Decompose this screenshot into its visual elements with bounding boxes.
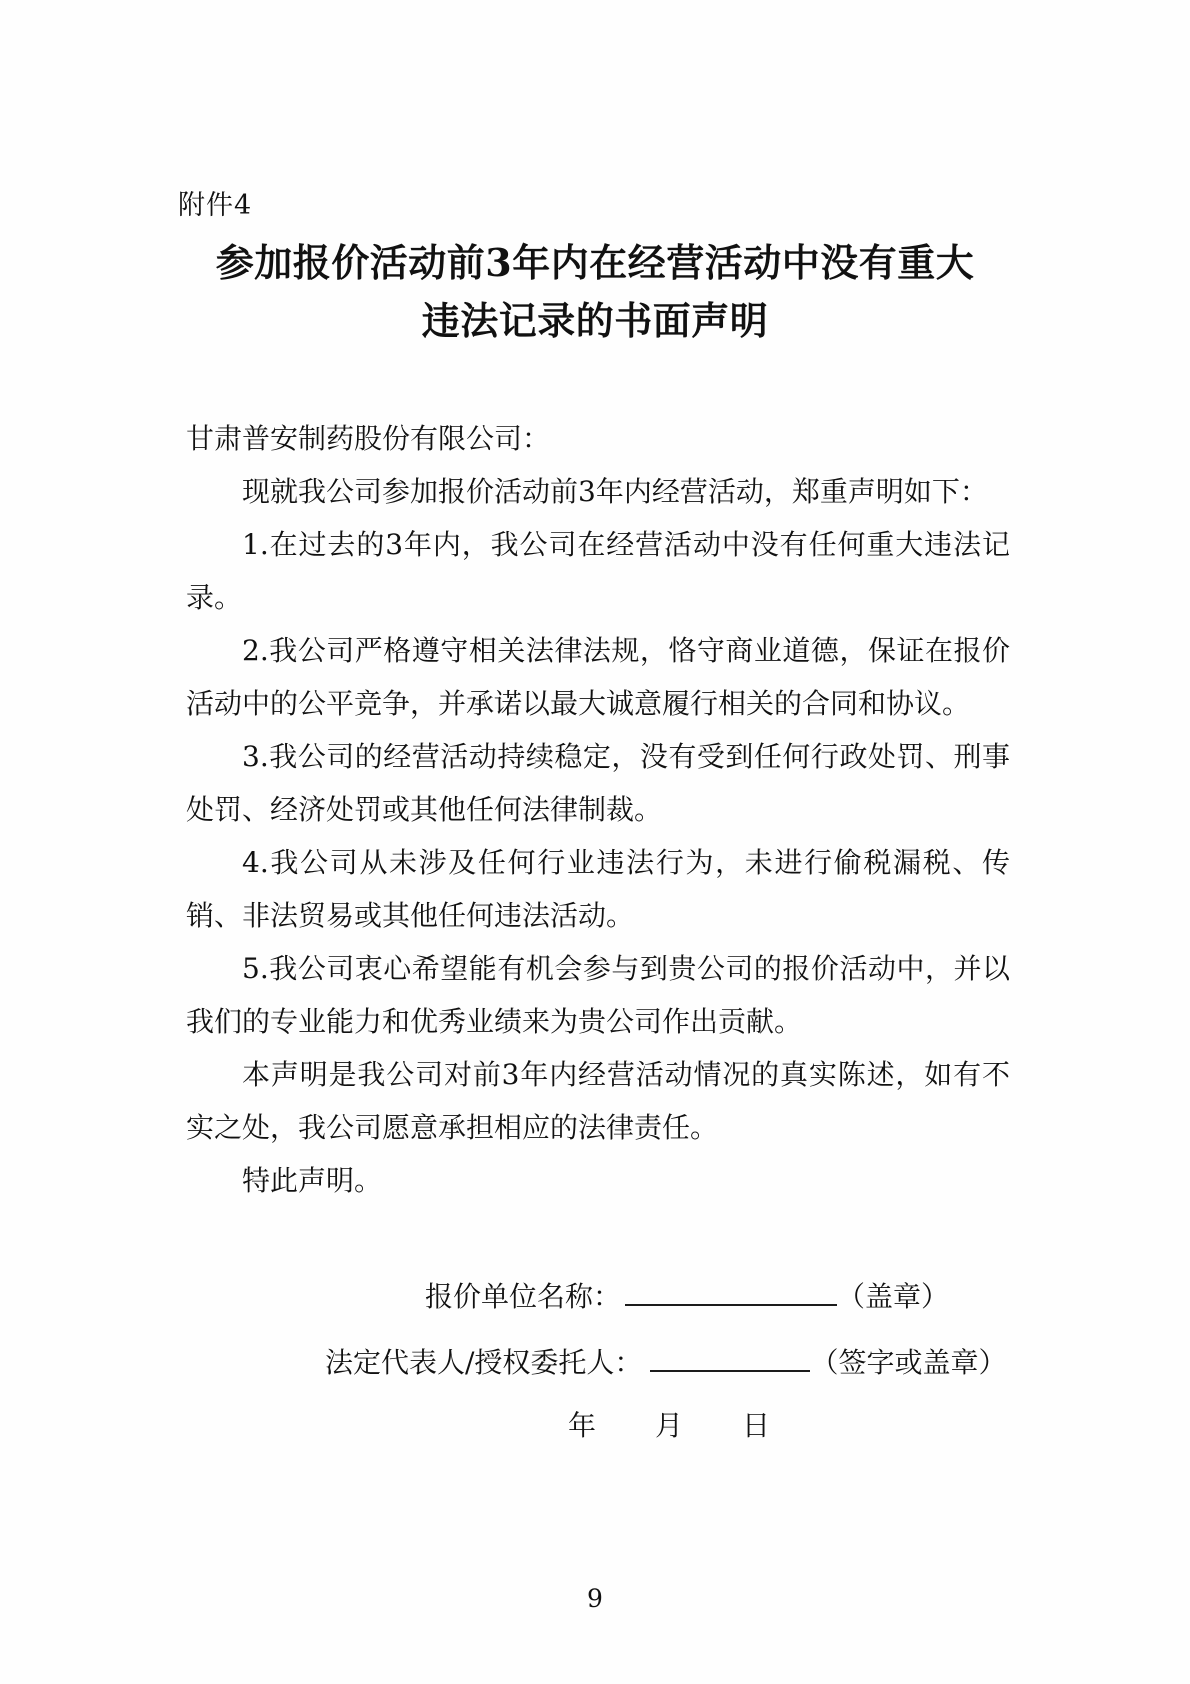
date-year-label: 年 (568, 1409, 597, 1442)
org-name-label: 报价单位名称： (425, 1280, 622, 1313)
representative-stamp-note: （签字或盖章） (810, 1346, 1007, 1379)
document-title-line1: 参加报价活动前3年内在经营活动中没有重大 (215, 240, 975, 285)
signature-row-org (425, 1270, 1190, 1323)
org-stamp-note: （盖章） (837, 1280, 950, 1313)
page-number: 9 (587, 1584, 603, 1613)
document-title-line2: 违法记录的书面声明 (421, 298, 769, 343)
paragraph-declaration: 特此声明。 (242, 1164, 383, 1197)
paragraph-item-1: 1.在过去的3年内，我公司在经营活动中没有任何重大违法记录。 (186, 528, 1010, 614)
paragraph-item-5: 5.我公司衷心希望能有机会参与到贵公司的报价活动中，并以我们的专业能力和优秀业绩来为贵公司作出贡献。 (186, 952, 1010, 1038)
signature-row-date (568, 1399, 1190, 1452)
paragraph-closing: 本声明是我公司对前3年内经营活动情况的真实陈述，如有不实之处，我公司愿意承担相应的法律责任。 (186, 1058, 1010, 1144)
date-day-label: 日 (742, 1409, 771, 1442)
signature-row-representative (325, 1336, 1190, 1389)
salutation: 甘肃普安制药股份有限公司： (186, 422, 551, 455)
document-body (186, 412, 1010, 1207)
representative-blank-line (650, 1340, 810, 1372)
signature-block (0, 1270, 1190, 1452)
org-name-blank-line (625, 1274, 837, 1306)
representative-label: 法定代表人/授权委托人： (325, 1346, 643, 1379)
document-title (0, 234, 1190, 350)
paragraph-item-3: 3.我公司的经营活动持续稳定，没有受到任何行政处罚、刑事处罚、经济处罚或其他任何法律制裁。 (186, 740, 1010, 826)
date-month-label: 月 (655, 1409, 684, 1442)
paragraph-item-2: 2.我公司严格遵守相关法律法规，恪守商业道德，保证在报价活动中的公平竞争，并承诺以最大诚意履行相关的合同和协议。 (186, 634, 1010, 720)
paragraph-intro: 现就我公司参加报价活动前3年内经营活动，郑重声明如下： (242, 475, 988, 508)
paragraph-item-4: 4.我公司从未涉及任何行业违法行为，未进行偷税漏税、传销、非法贸易或其他任何违法活动。 (186, 846, 1010, 932)
attachment-label: 附件4 (178, 190, 253, 221)
